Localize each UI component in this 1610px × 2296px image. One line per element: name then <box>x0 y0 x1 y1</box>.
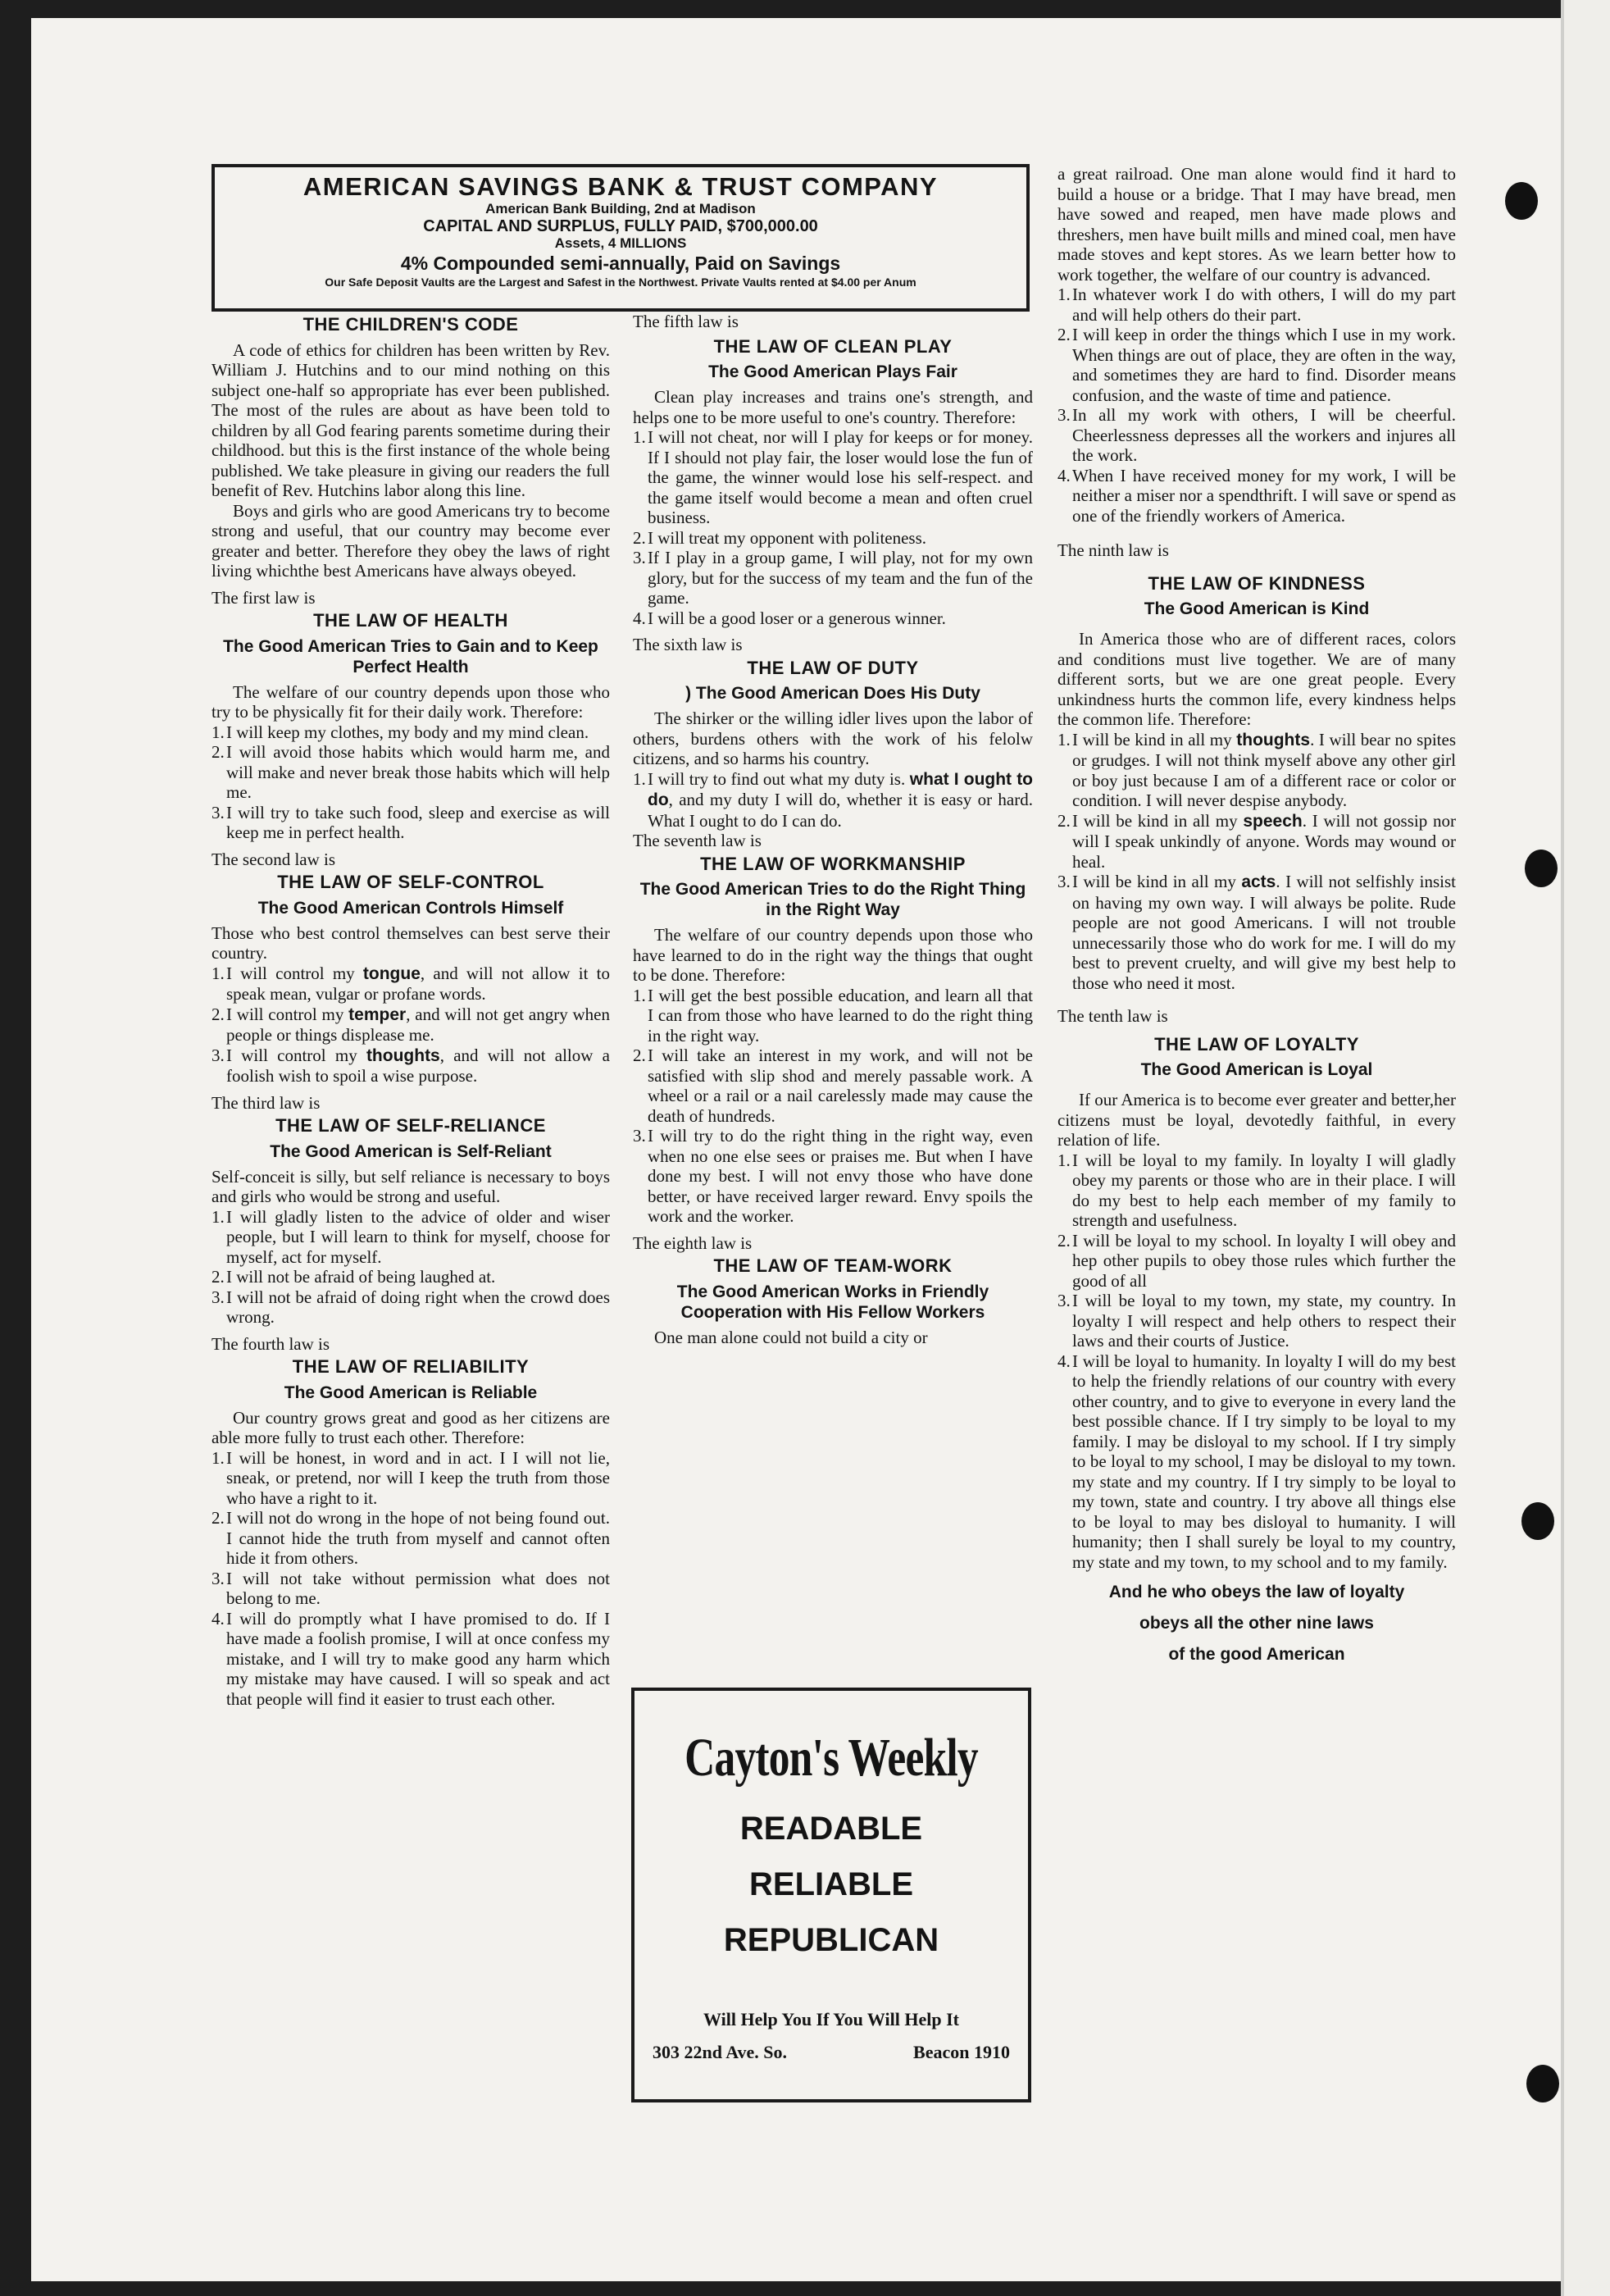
list-item <box>1057 466 1456 526</box>
law-title: THE LAW OF WORKMANSHIP <box>700 853 966 874</box>
item-number: 1. <box>211 722 225 742</box>
closing-line: And he who obeys the law of loyalty <box>1108 1583 1405 1601</box>
law-title: THE LAW OF SELF-CONTROL <box>277 872 544 892</box>
item-number: 3. <box>1057 872 1071 891</box>
law-subtitle: The Good American is Reliable <box>284 1383 538 1402</box>
list-item <box>211 1609 610 1710</box>
item-text: I will treat my opponent with politeness. <box>648 527 927 548</box>
list-item <box>633 769 1033 831</box>
page-edge <box>1561 0 1610 2296</box>
law-subtitle: The Good American Works in Friendly Cooperation with His Fellow Workers <box>676 1282 989 1322</box>
item-number: 1. <box>211 1447 225 1468</box>
item-number: 3. <box>1057 1291 1071 1310</box>
item-text: I will not do wrong in the hope of not being found out. I cannot hide the truth from myself and cannot often hide it from others. <box>226 1508 610 1568</box>
list-item <box>211 1448 610 1509</box>
item-number: 1. <box>1057 1150 1071 1170</box>
law-subtitle: The Good American is Self-Reliant <box>270 1141 552 1161</box>
item-emphasis: thoughts <box>366 1046 440 1065</box>
list-item <box>211 803 610 843</box>
item-emphasis: acts <box>1241 872 1276 891</box>
law-subtitle: The Good American is Loyal <box>1140 1060 1373 1079</box>
law-text: If our America is to become ever greater and better,her citizens must be loyal, devotedly faithful, in every relation of life. <box>1057 1090 1456 1150</box>
law-text: a great railroad. One man alone would find it hard to build a house or a bridge. That I may have bread, men have sowed and reaped, men have made plows and threshers, men have built mills and mined coal, men have made stoves and kept stores. As we learn better how to work together, the welfare of our country is advanced. <box>1057 164 1456 285</box>
item-number: 2. <box>211 1004 225 1024</box>
item-emphasis: speech <box>1243 811 1303 831</box>
binding-hole <box>1505 182 1538 220</box>
list-item <box>633 1046 1033 1126</box>
ad-contact <box>634 2042 1028 2063</box>
item-text: If I play in a group game, I will play, not for my own glory, but for the success of my team and the fun of the game. <box>648 548 1033 608</box>
item-text: When I have received money for my work, I will be neither a miser nor a spendthrift. I will save or spend as one of the friendly workers of America. <box>1072 465 1456 526</box>
list-item <box>211 742 610 803</box>
law-subtitle: The Good American Plays Fair <box>708 362 957 381</box>
binding-hole <box>1525 850 1558 887</box>
item-text: I will control my <box>226 963 363 983</box>
item-text: I will control my <box>226 1045 366 1065</box>
item-text: I will be kind in all my <box>1072 810 1244 831</box>
law-title: THE LAW OF SELF-RELIANCE <box>275 1115 546 1136</box>
item-number: 2. <box>633 527 646 548</box>
list-item <box>633 427 1033 528</box>
item-number: 4. <box>1057 465 1071 485</box>
item-text: I will not take without permission what does not belong to me. <box>226 1568 610 1608</box>
law-text: In America those who are of different races, colors and conditions must live together. We are of many different sorts, but we are one great people. Every unkindness hurts the common life, every kindness helps the common life. Therefore: <box>1057 629 1456 729</box>
item-text: I will get the best possible education, and learn all that I can from those who have learned to do the right thing in the right way. <box>648 985 1033 1046</box>
bank-capital: CAPITAL AND SURPLUS, FULLY PAID, $700,000.00 <box>423 217 818 235</box>
law-text: Our country grows great and good as her citizens are able more fully to trust each other. Therefore: <box>211 1407 610 1447</box>
ad-phone: Beacon 1910 <box>913 2042 1010 2062</box>
item-text: . I will not gossip nor will I speak unkindly of anyone. Words may wound or heal. <box>1072 810 1456 872</box>
law-subtitle: The Good American is Kind <box>1144 599 1370 618</box>
item-number: 1. <box>633 768 646 789</box>
list-item <box>1057 1150 1456 1231</box>
item-number: 2. <box>1057 1230 1071 1250</box>
law-intro: The tenth law is <box>1057 1006 1168 1026</box>
item-text: I will avoid those habits which would harm me, and will make and never break those habits which will help me. <box>226 742 610 802</box>
law-title: THE LAW OF DUTY <box>747 657 919 678</box>
column-2 <box>633 312 1033 1347</box>
bank-vaults: Our Safe Deposit Vaults are the Largest and Safest in the Northwest. Private Vaults rented at $4.00 per Anum <box>325 276 916 289</box>
item-text: . I will not selfishly insist on having my own way. I will always be polite. Rude people are not good Americans. I will not trouble unnecessarily those who do work for me. I will do my best to prevent cruelty, and will give my best help to those who need it most. <box>1072 872 1456 993</box>
column-1 <box>211 312 610 1709</box>
item-number: 3. <box>1057 405 1071 425</box>
item-text: I will keep my clothes, my body and my mind clean. <box>226 722 589 742</box>
list-item <box>633 608 1033 629</box>
bank-name: AMERICAN SAVINGS BANK & TRUST COMPANY <box>302 172 939 201</box>
item-emphasis: thoughts <box>1236 730 1311 749</box>
bank-interest: 4% Compounded semi-annually, Paid on Savings <box>400 253 841 274</box>
list-item <box>1057 730 1456 811</box>
law-intro: The fifth law is <box>633 312 739 331</box>
item-text: , and will not allow it to speak mean, vulgar or profane words. <box>226 963 611 1004</box>
item-number: 2. <box>1057 325 1071 344</box>
law-text: Clean play increases and trains one's strength, and helps one to be more useful to one's country. Therefore: <box>633 387 1033 427</box>
item-text: I will be loyal to humanity. In loyalty I will do my best to help the friendly relations of our country with every other country, and to give to everyone in every land the best possible chance. If I try simply to be loyal to my family. I may be disloyal to my school. If I try simply to be loyal to my school, I may be disloyal to my town. my state and my country. If I try simply to be loyal to my town, state and country. I try above all things else to be loyal to may bes disloyal to humanity. I will humanity; then I shall surely be loyal to my country, my state and my town, to my school and to my family. <box>1072 1351 1456 1572</box>
list-item <box>1057 1291 1456 1351</box>
item-number: 1. <box>633 427 646 447</box>
law-title: THE LAW OF LOYALTY <box>1154 1033 1359 1055</box>
item-number: 1. <box>633 985 646 1005</box>
item-number: 3. <box>211 1568 225 1588</box>
list-item <box>211 1267 610 1287</box>
law-subtitle: ) The Good American Does His Duty <box>685 684 980 703</box>
item-number: 4. <box>211 1608 225 1629</box>
item-number: 3. <box>211 1287 225 1307</box>
list-item <box>211 1046 610 1086</box>
item-text: I will do promptly what I have promised to do. If I have made a foolish promise, I will at once confess my mistake, and I will try to make good any harm which my mistake may have caused. I will so speak and act that people will find it easier to trust each other. <box>226 1608 610 1709</box>
law-title: THE LAW OF HEALTH <box>313 610 508 631</box>
list-item <box>211 963 610 1004</box>
item-text: , and will not get angry when people or things displease me. <box>226 1004 611 1045</box>
ad-word: RELIABLE <box>749 1866 913 1902</box>
law-title: THE LAW OF TEAM-WORK <box>713 1255 953 1276</box>
law-text: One man alone could not build a city or <box>654 1327 928 1347</box>
law-subtitle: The Good American Controls Himself <box>257 898 564 918</box>
law-text: The welfare of our country depends upon those who try to be physically fit for their daily work. Therefore: <box>211 681 610 722</box>
closing-line: of the good American <box>1168 1645 1345 1664</box>
item-number: 3. <box>211 1045 225 1065</box>
list-item <box>633 548 1033 608</box>
intro-paragraph: A code of ethics for children has been written by Rev. William J. Hutchins and to our mind nothing on this subject one-half so appropriate has ever been published. The most of the rules are about as have been told to children by all God fearing parents sometime during their childhood. but this is the first instance of the whole being published. We take pleasure in giving our readers the full benefit of Rev. Hutchins labor along this line. <box>211 339 610 500</box>
law-text: Those who best control themselves can best serve their country. <box>211 922 610 963</box>
bank-advertisement <box>211 164 1030 312</box>
law-intro: The sixth law is <box>633 635 743 654</box>
item-number: 2. <box>211 742 225 762</box>
list-item <box>211 1508 610 1569</box>
ad-tagline: Will Help You If You Will Help It <box>703 2009 959 2029</box>
item-number: 3. <box>633 548 646 567</box>
list-item <box>1057 1351 1456 1573</box>
item-text: I will not be afraid of being laughed at. <box>226 1267 496 1287</box>
column-3 <box>1057 164 1456 1670</box>
list-item <box>1057 872 1456 993</box>
closing-statement <box>1057 1577 1456 1670</box>
item-number: 4. <box>633 608 646 628</box>
law-text: The welfare of our country depends upon those who have learned to do in the right way the things that ought to be done. Therefore: <box>633 925 1033 985</box>
law-intro: The first law is <box>211 587 316 608</box>
list-item <box>211 1287 610 1328</box>
binding-hole <box>1526 2065 1559 2102</box>
item-number: 1. <box>211 963 225 983</box>
item-text: I will not cheat, nor will I play for keeps or for money. If I should not play fair, the loser would lose the fun of the game, the winner would lose his self-respect. and the game itself would become a mean and often cruel business. <box>648 427 1033 527</box>
law-intro: The second law is <box>211 849 336 869</box>
item-text: I will be loyal to my family. In loyalty I will gladly obey my parents or those who are in their place. I will do my best to help each member of my family to strength and usefulness. <box>1072 1150 1456 1230</box>
item-text: I will be loyal to my school. In loyalty I will obey and hep other pupils to obey those rules which further the good of all <box>1072 1230 1456 1291</box>
intro-paragraph: Boys and girls who are good Americans try to become strong and useful, that our country may become ever greater and better. Therefore they obey the laws of right living whichthe best Americans have always obeyed. <box>211 500 610 581</box>
law-intro: The third law is <box>211 1092 321 1113</box>
law-title: THE LAW OF KINDNESS <box>1148 572 1366 594</box>
item-number: 3. <box>633 1126 646 1146</box>
item-text: , and will not allow a foolish wish to spoil a wise purpose. <box>226 1045 610 1086</box>
item-number: 4. <box>1057 1351 1071 1371</box>
item-text: I will gladly listen to the advice of older and wiser people, but I will learn to think for myself, choose for myself, act for myself. <box>226 1206 610 1267</box>
law-title: THE LAW OF CLEAN PLAY <box>713 335 953 357</box>
item-text: I will keep in order the things which I use in my work. When things are out of place, they are often in the way, and sometimes they are hard to find. Disorder means confusion, and the waste of time and patience. <box>1072 325 1456 405</box>
item-text: I will be kind in all my <box>1072 729 1237 749</box>
ad-title: Cayton's Weekly <box>684 1728 978 1788</box>
ad-word: REPUBLICAN <box>723 1922 939 1958</box>
law-intro: The ninth law is <box>1057 540 1169 560</box>
list-item <box>1057 811 1456 872</box>
ad-address: 303 22nd Ave. So. <box>653 2042 788 2062</box>
item-number: 2. <box>211 1267 225 1287</box>
law-intro: The fourth law is <box>211 1333 330 1354</box>
list-item <box>1057 325 1456 405</box>
item-number: 1. <box>1057 285 1071 304</box>
item-text: I will take an interest in my work, and will not be satisfied with slip shod and merely passable work. A wheel or a rail or a nail carelessly made may cause the death of hundreds. <box>648 1046 1033 1126</box>
list-item <box>211 1207 610 1268</box>
law-intro: The eighth law is <box>633 1232 753 1253</box>
item-emphasis: temper <box>348 1004 407 1024</box>
caytons-weekly-advertisement <box>631 1688 1031 2102</box>
list-item <box>211 722 610 743</box>
list-item <box>1057 405 1456 466</box>
list-item <box>211 1569 610 1609</box>
item-text: I will control my <box>226 1004 349 1024</box>
article-title: THE CHILDREN'S CODE <box>302 314 519 335</box>
law-intro: The seventh law is <box>633 831 762 850</box>
item-number: 2. <box>633 1046 646 1065</box>
list-item <box>633 1126 1033 1227</box>
law-text: Self-conceit is silly, but self reliance is necessary to boys and girls who would be strong and useful. <box>211 1166 610 1206</box>
item-text: In whatever work I do with others, I will do my part and will help others do their part. <box>1072 285 1456 325</box>
list-item <box>1057 285 1456 325</box>
item-text: I will be a good loser or a generous winner. <box>648 608 946 628</box>
item-number: 3. <box>211 802 225 822</box>
list-item <box>633 986 1033 1046</box>
item-number: 2. <box>211 1508 225 1528</box>
item-text: I will try to find out what my duty is. <box>648 768 910 789</box>
item-text: . I will bear no spites or grudges. I will not think myself above any other girl or boy just because I am of a different race or color or condition. I will never despise anybody. <box>1072 729 1456 810</box>
item-text: , and my duty I will do, whether it is easy or hard. What I ought to do I can do. <box>648 790 1033 831</box>
item-number: 2. <box>1057 810 1071 831</box>
ad-word: READABLE <box>739 1811 923 1847</box>
list-item <box>211 1004 610 1046</box>
item-text: I will try to do the right thing in the right way, even when no one else sees or praises me. But when I have done my best. I will not envy those who have done better, or have received larger reward. Envy spoils the work and the worker. <box>648 1126 1033 1226</box>
item-text: I will be loyal to my town, my state, my country. In loyalty I will respect and help others to respect their laws and their courts of Justice. <box>1072 1291 1456 1351</box>
bank-assets: Assets, 4 MILLIONS <box>554 235 687 251</box>
law-title: THE LAW OF RELIABILITY <box>292 1356 530 1377</box>
bank-address: American Bank Building, 2nd at Madison <box>485 201 756 216</box>
item-text: I will not be afraid of doing right when the crowd does wrong. <box>226 1287 610 1327</box>
item-text: I will be honest, in word and in act. I I will not lie, sneak, or pretend, nor will I keep the truth from those who have a right to it. <box>226 1447 610 1508</box>
closing-line: obeys all the other nine laws <box>1139 1614 1374 1633</box>
list-item <box>633 528 1033 549</box>
law-subtitle: The Good American Tries to Gain and to Keep Perfect Health <box>223 636 598 676</box>
item-text: In all my work with others, I will be cheerful. Cheerlessness depresses all the workers and injures all the work. <box>1072 405 1456 465</box>
item-text: I will be kind in all my <box>1072 872 1242 891</box>
binding-hole <box>1521 1502 1554 1540</box>
item-text: I will try to take such food, sleep and exercise as will keep me in perfect health. <box>226 802 610 842</box>
item-emphasis: tongue <box>362 963 421 983</box>
item-emphasis: what I ought to do <box>648 769 1034 809</box>
law-subtitle: The Good American Tries to do the Right Thing in the Right Way <box>639 880 1026 919</box>
list-item <box>1057 1231 1456 1292</box>
item-number: 1. <box>211 1206 225 1227</box>
item-number: 1. <box>1057 729 1071 749</box>
law-text: The shirker or the willing idler lives upon the labor of others, burdens others with the work of his felolw citizens, and so harms his country. <box>633 708 1033 768</box>
